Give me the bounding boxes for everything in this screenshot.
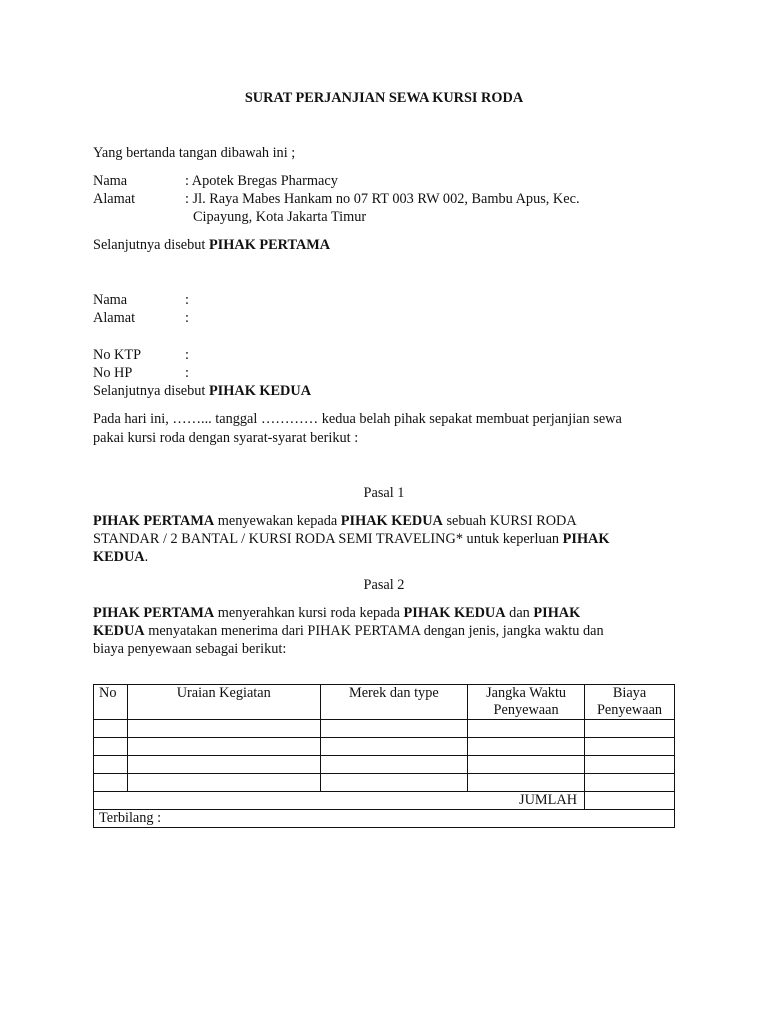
pasal1-line3: [93, 548, 148, 566]
cell[interactable]: [585, 720, 675, 738]
pasal1-l2-t: STANDAR / 2 BANTAL / KURSI RODA SEMI TRAVELING* untuk keperluan: [93, 531, 563, 547]
pasal1-l1-t2: sebuah KURSI RODA: [442, 513, 577, 529]
cell[interactable]: [94, 738, 128, 756]
table-row: [94, 720, 675, 738]
cell[interactable]: [94, 774, 128, 792]
table-row: [94, 774, 675, 792]
pasal2-line1: [93, 604, 580, 622]
pk-hp-label: No HP: [93, 365, 133, 381]
pasal2-l1-b1: PIHAK PERTAMA: [93, 605, 215, 621]
pk-disebut-prefix: Selanjutnya disebut: [93, 383, 209, 399]
cell[interactable]: [320, 720, 468, 738]
intro-text: Yang bertanda tangan dibawah ini ;: [93, 145, 296, 161]
cell[interactable]: [94, 720, 128, 738]
header-biaya-line2: Penyewaan: [596, 702, 663, 718]
cell[interactable]: [320, 774, 468, 792]
pasal1-heading: Pasal 1: [363, 485, 405, 501]
cell[interactable]: [585, 756, 675, 774]
cell[interactable]: [94, 756, 128, 774]
pp-alamat-line2: Cipayung, Kota Jakarta Timur: [193, 209, 367, 225]
cell[interactable]: [320, 738, 468, 756]
cell[interactable]: [468, 774, 585, 792]
pasal2-heading: Pasal 2: [363, 577, 405, 593]
header-uraian: Uraian Kegiatan: [127, 685, 320, 720]
pasal2-l1-t1: menyerahkan kursi roda kepada: [214, 605, 404, 621]
pasal1-l2-b: PIHAK: [562, 531, 610, 547]
pk-ktp-label: No KTP: [93, 347, 142, 363]
agreement-line2: pakai kursi roda dengan syarat-syarat berikut :: [93, 430, 359, 446]
pasal2-line3: biaya penyewaan sebagai berikut:: [93, 641, 287, 657]
pp-disebut: [93, 236, 330, 254]
pp-alamat-label: Alamat: [93, 191, 136, 207]
pasal2-l1-t2: dan: [505, 605, 534, 621]
table-row: [94, 738, 675, 756]
terbilang-row: [94, 810, 675, 828]
cell[interactable]: [320, 756, 468, 774]
pk-disebut: [93, 382, 311, 400]
pasal2-l1-b2: PIHAK KEDUA: [403, 605, 506, 621]
document-title: SURAT PERJANJIAN SEWA KURSI RODA: [244, 90, 524, 106]
cell[interactable]: [585, 738, 675, 756]
pp-disebut-bold: PIHAK PERTAMA: [208, 237, 331, 253]
cell[interactable]: [468, 756, 585, 774]
pk-disebut-bold: PIHAK KEDUA: [208, 383, 312, 399]
terbilang-label: Terbilang :: [94, 810, 675, 828]
cell[interactable]: [127, 720, 320, 738]
pasal1-l3-b: KEDUA: [93, 549, 145, 565]
pp-disebut-prefix: Selanjutnya disebut: [93, 237, 209, 253]
pk-nama-colon: :: [185, 292, 189, 308]
pp-alamat-line1: : Jl. Raya Mabes Hankam no 07 RT 003 RW 002, Bambu Apus, Kec.: [185, 191, 580, 207]
pasal1-line2: [93, 530, 610, 548]
header-biaya-line1: Biaya: [612, 685, 647, 701]
cell[interactable]: [127, 756, 320, 774]
pk-ktp-colon: :: [185, 347, 189, 363]
agreement-line1: Pada hari ini, ……... tanggal ………… kedua belah pihak sepakat membuat perjanjian sewa: [93, 411, 622, 427]
cell[interactable]: [127, 738, 320, 756]
cell[interactable]: [468, 738, 585, 756]
pasal1-line1: [93, 512, 577, 530]
pp-nama-value: : Apotek Bregas Pharmacy: [185, 173, 338, 189]
header-jangka-line2: Penyewaan: [493, 702, 559, 718]
pasal1-l3-t: .: [144, 549, 149, 565]
pasal2-l2-b: KEDUA: [93, 623, 145, 639]
rental-table: [93, 684, 675, 828]
pasal2-line2: [93, 622, 604, 640]
pk-nama-label: Nama: [93, 292, 128, 308]
pk-alamat-colon: :: [185, 310, 189, 326]
cell[interactable]: [585, 774, 675, 792]
cell[interactable]: [127, 774, 320, 792]
jumlah-row: [94, 792, 675, 810]
pk-hp-colon: :: [185, 365, 189, 381]
jumlah-value[interactable]: [585, 792, 675, 810]
header-no: No: [94, 685, 128, 720]
table-row: [94, 756, 675, 774]
header-merek: Merek dan type: [320, 685, 468, 720]
pasal2-l1-b3: PIHAK: [533, 605, 581, 621]
cell[interactable]: [468, 720, 585, 738]
header-biaya: [585, 685, 675, 720]
pasal1-l1-t1: menyewakan kepada: [214, 513, 341, 529]
jumlah-label: JUMLAH: [94, 792, 585, 810]
pasal1-l1-b2: PIHAK KEDUA: [340, 513, 443, 529]
header-jangka-line1: Jangka Waktu: [486, 685, 567, 701]
pp-nama-label: Nama: [93, 173, 128, 189]
pk-alamat-label: Alamat: [93, 310, 136, 326]
table-header-row: [94, 685, 675, 720]
pasal2-l2-t: menyatakan menerima dari PIHAK PERTAMA dengan jenis, jangka waktu dan: [144, 623, 604, 639]
pasal1-l1-b1: PIHAK PERTAMA: [93, 513, 215, 529]
header-jangka: [468, 685, 585, 720]
